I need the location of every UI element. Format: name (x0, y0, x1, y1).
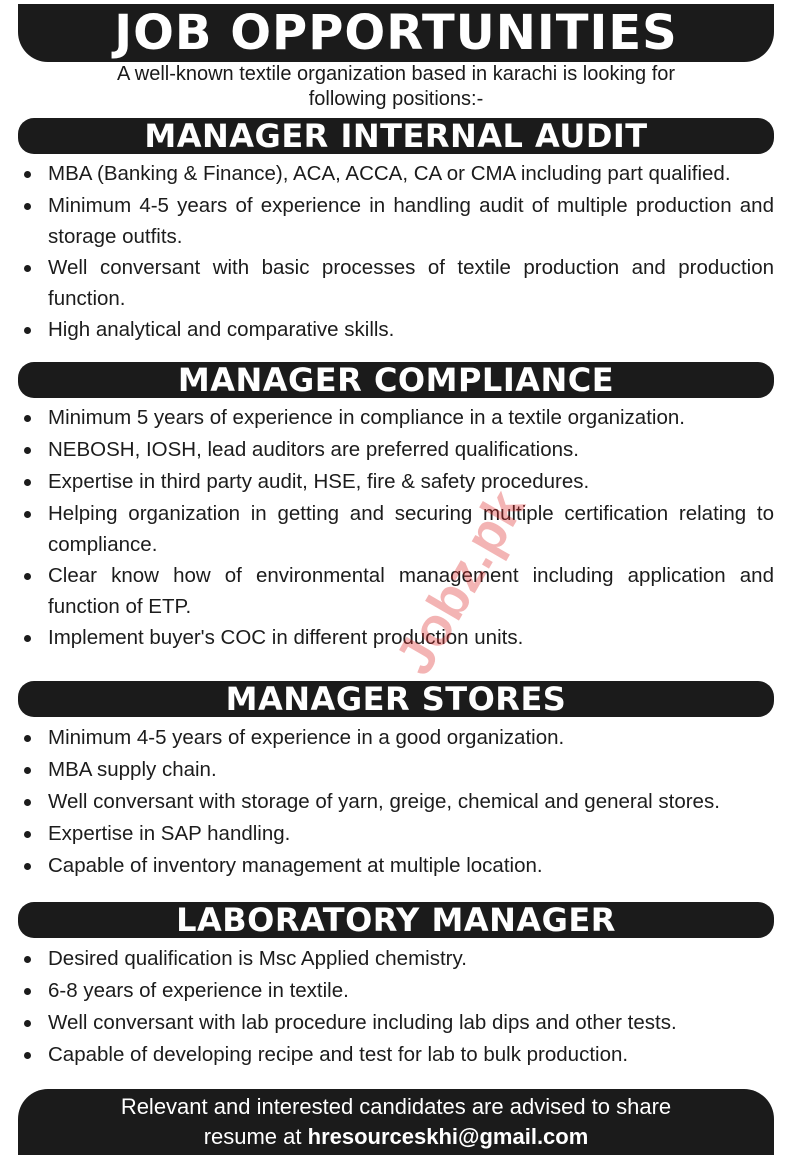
list-item: NEBOSH, IOSH, lead auditors are preferred qualifications. (18, 434, 774, 466)
list-item: Clear know how of environmental management including application and function of ETP. (18, 560, 774, 622)
list-item: Well conversant with basic processes of textile production and production function. (18, 252, 774, 314)
bullet-icon (24, 799, 31, 806)
page-title: JOB OPPORTUNITIES (114, 5, 678, 61)
footer-instruction: Relevant and interested candidates are advised to share (120, 1094, 672, 1119)
footer-prefix: resume at (203, 1124, 308, 1149)
list-item: Capable of developing recipe and test for lab to bulk production. (18, 1039, 774, 1071)
list-item: Minimum 4-5 years of experience in handling audit of multiple production and storage outfits. (18, 190, 774, 252)
bullet-icon (24, 265, 31, 272)
bullet-icon (24, 415, 31, 422)
internal-audit-requirements (18, 158, 774, 346)
bullet-icon (24, 511, 31, 518)
footer-contact (18, 1122, 774, 1152)
bullet-icon (24, 447, 31, 454)
list-item: Minimum 4-5 years of experience in a good organization. (18, 722, 774, 754)
list-item: MBA (Banking & Finance), ACA, ACCA, CA or CMA including part qualified. (18, 158, 774, 190)
bullet-icon (24, 171, 31, 178)
bullet-icon (24, 863, 31, 870)
section-title: LABORATORY MANAGER (176, 901, 616, 939)
section-header-internal-audit (18, 118, 774, 154)
bullet-icon (24, 573, 31, 580)
list-item: Expertise in third party audit, HSE, fire & safety procedures. (18, 466, 774, 498)
list-item: Desired qualification is Msc Applied chemistry. (18, 943, 774, 975)
bullet-icon (24, 956, 31, 963)
section-title: MANAGER COMPLIANCE (177, 361, 615, 399)
section-title: MANAGER STORES (225, 680, 567, 718)
list-item: Well conversant with storage of yarn, greige, chemical and general stores. (18, 786, 774, 818)
intro-line-1: A well-known textile organization based in karachi is looking for (116, 63, 676, 85)
watermark: Jobz.pk (384, 480, 537, 685)
bullet-icon (24, 831, 31, 838)
list-item: Capable of inventory management at multiple location. (18, 850, 774, 882)
bullet-icon (24, 1020, 31, 1027)
list-item: Well conversant with lab procedure including lab dips and other tests. (18, 1007, 774, 1039)
laboratory-requirements (18, 943, 774, 1071)
bullet-icon (24, 767, 31, 774)
list-item: Implement buyer's COC in different production units. (18, 622, 774, 654)
bullet-icon (24, 988, 31, 995)
bullet-icon (24, 1052, 31, 1059)
intro-line-2: following positions:- (308, 88, 484, 110)
section-title: MANAGER INTERNAL AUDIT (144, 117, 648, 155)
bullet-icon (24, 479, 31, 486)
section-header-stores (18, 681, 774, 717)
bullet-icon (24, 635, 31, 642)
stores-requirements (18, 722, 774, 882)
list-item: Helping organization in getting and securing multiple certification relating to compliance. (18, 498, 774, 560)
section-header-laboratory (18, 902, 774, 938)
compliance-requirements (18, 402, 774, 654)
bullet-icon (24, 735, 31, 742)
list-item: Minimum 5 years of experience in compliance in a textile organization. (18, 402, 774, 434)
list-item: MBA supply chain. (18, 754, 774, 786)
list-item: High analytical and comparative skills. (18, 314, 774, 346)
header-banner (18, 4, 774, 62)
intro-text (20, 62, 772, 112)
contact-email-link[interactable]: hresourceskhi@gmail.com (307, 1124, 589, 1149)
list-item: Expertise in SAP handling. (18, 818, 774, 850)
footer-banner (18, 1089, 774, 1155)
bullet-icon (24, 203, 31, 210)
bullet-icon (24, 327, 31, 334)
list-item: 6-8 years of experience in textile. (18, 975, 774, 1007)
section-header-compliance (18, 362, 774, 398)
